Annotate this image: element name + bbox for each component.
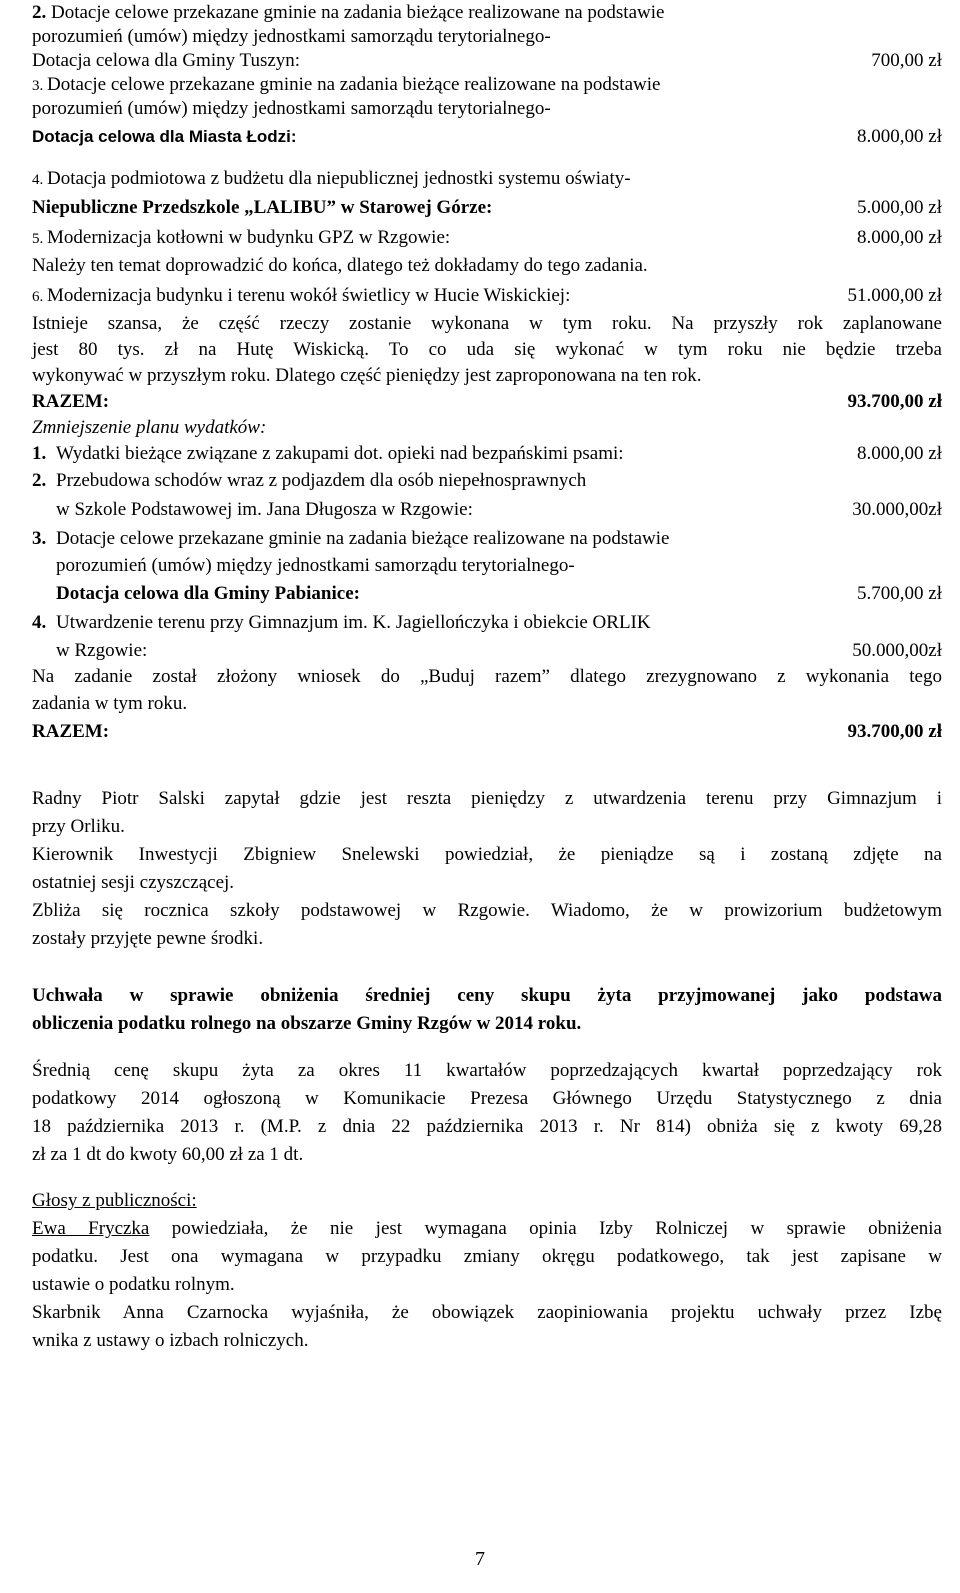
paragraph-line bbox=[0, 814, 960, 840]
paragraph-line bbox=[0, 1142, 960, 1168]
paragraph-line bbox=[0, 898, 960, 924]
item-text: Utwardzenie terenu przy Gimnazjum im. K. Jagiellończyka i obiekcie ORLIK bbox=[56, 612, 651, 633]
item-number: 4. bbox=[32, 612, 47, 633]
total-line bbox=[0, 719, 960, 745]
paragraph-text: Na zadanie został złożony wniosek do „Buduj razem” dlatego zrezygnowano z wykonania tego bbox=[32, 666, 942, 687]
amount: 8.000,00 zł bbox=[857, 126, 942, 147]
amount: 5.000,00 zł bbox=[857, 197, 942, 218]
paragraph-line bbox=[0, 311, 960, 337]
item-text: Dotacja celowa dla Gminy Pabianice: bbox=[56, 583, 360, 604]
resolution-heading: obliczenia podatku rolnego na obszarze Gminy Rzgów w 2014 roku. bbox=[32, 1013, 582, 1034]
reduction-item-3-line-2 bbox=[0, 553, 960, 579]
item-text: Dotacja celowa dla Gminy Tuszyn: bbox=[32, 50, 301, 71]
paragraph-text: Kierownik Inwestycji Zbigniew Snelewski powiedział, że pieniądze są i zostaną zdjęte na bbox=[32, 844, 942, 865]
paragraph-text: ostatniej sesji czyszczącej. bbox=[32, 872, 235, 893]
speaker-name: Ewa Fryczka bbox=[32, 1218, 150, 1239]
reduction-item-2-line-2 bbox=[0, 497, 960, 523]
reduction-item-1 bbox=[0, 441, 960, 467]
amount: 8.000,00 zł bbox=[857, 443, 942, 464]
paragraph-line bbox=[0, 337, 960, 363]
amount: 51.000,00 zł bbox=[847, 285, 942, 306]
item-text: Dotacje celowe przekazane gminie na zadania bieżące realizowane na podstawie bbox=[56, 528, 670, 549]
paragraph-line bbox=[0, 1272, 960, 1298]
paragraph-line bbox=[0, 363, 960, 389]
paragraph-text bbox=[32, 1216, 942, 1242]
resolution-heading-line bbox=[0, 983, 960, 1009]
paragraph-line bbox=[0, 1300, 960, 1326]
item-text: Dotacje celowe przekazane gminie na zadania bieżące realizowane na podstawie bbox=[51, 2, 665, 23]
item-text: w Rzgowie: bbox=[56, 640, 148, 661]
note-text: Należy ten temat doprowadzić do końca, dlatego też dokładamy do tego zadania. bbox=[32, 255, 648, 276]
amount: 700,00 zł bbox=[871, 50, 942, 71]
total-amount: 93.700,00 zł bbox=[847, 721, 942, 742]
amount: 50.000,00zł bbox=[852, 640, 942, 661]
paragraph-text: Radny Piotr Salski zapytał gdzie jest reszta pieniędzy z utwardzenia terenu przy Gimnazjum i bbox=[32, 788, 942, 809]
paragraph-line bbox=[0, 1244, 960, 1270]
item-text: porozumień (umów) między jednostkami samorządu terytorialnego- bbox=[32, 98, 551, 119]
page-number: 7 bbox=[475, 1548, 485, 1570]
item-number: 2. bbox=[32, 2, 51, 23]
item-number: 1. bbox=[32, 443, 47, 464]
item-4-line bbox=[0, 166, 960, 192]
total-amount: 93.700,00 zł bbox=[847, 391, 942, 412]
item-3-line bbox=[0, 72, 960, 98]
item-number: 2. bbox=[32, 470, 47, 491]
item-number: 3. bbox=[32, 78, 47, 94]
item-text: Dotacja podmiotowa z budżetu dla niepublicznej jednostki systemu oświaty- bbox=[47, 168, 631, 189]
paragraph-line bbox=[0, 1216, 960, 1242]
paragraph-text: Zbliża się rocznica szkoły podstawowej w Rzgowie. Wiadomo, że w prowizorium budżetowym bbox=[32, 900, 942, 921]
note-line bbox=[0, 253, 960, 279]
item-text: Niepubliczne Przedszkole „LALIBU” w Starowej Górze: bbox=[32, 197, 493, 218]
paragraph-text: Skarbnik Anna Czarnocka wyjaśniła, że obowiązek zaopiniowania projektu uchwały przez Izbę bbox=[32, 1302, 942, 1323]
item-4-line-2 bbox=[0, 195, 960, 221]
paragraph-text: 18 października 2013 r. (M.P. z dnia 22 października 2013 r. Nr 814) obniża się z kwoty 69,28 bbox=[32, 1116, 942, 1137]
paragraph-text: wykonywać w przyszłym roku. Dlatego część pieniędzy jest zaproponowana na ten rok. bbox=[32, 365, 702, 386]
amount: 5.700,00 zł bbox=[857, 583, 942, 604]
section-heading: Zmniejszenie planu wydatków: bbox=[32, 417, 267, 438]
item-text: porozumień (umów) między jednostkami samorządu terytorialnego- bbox=[56, 555, 575, 576]
resolution-heading: Uchwała w sprawie obniżenia średniej ceny skupu żyta przyjmowanej jako podstawa bbox=[32, 985, 942, 1006]
paragraph-line bbox=[0, 842, 960, 868]
item-text: Modernizacja budynku i terenu wokół świetlicy w Hucie Wiskickiej: bbox=[47, 285, 571, 306]
item-2-line-2 bbox=[0, 24, 960, 50]
paragraph-line bbox=[0, 926, 960, 952]
paragraph-line bbox=[0, 1328, 960, 1354]
paragraph-line bbox=[0, 691, 960, 717]
paragraph-text-rest: powiedziała, że nie jest wymagana opinia Izby Rolniczej w sprawie obniżenia bbox=[149, 1218, 942, 1239]
paragraph-line bbox=[0, 1086, 960, 1112]
total-label: RAZEM: bbox=[32, 391, 110, 412]
item-text: Modernizacja kotłowni w budynku GPZ w Rzgowie: bbox=[47, 227, 451, 248]
item-2-line bbox=[0, 0, 960, 26]
item-3-line-3 bbox=[0, 124, 960, 150]
section-heading-line bbox=[0, 415, 960, 441]
paragraph-text: zł za 1 dt do kwoty 60,00 zł za 1 dt. bbox=[32, 1144, 304, 1165]
amount: 30.000,00zł bbox=[852, 499, 942, 520]
amount: 8.000,00 zł bbox=[857, 227, 942, 248]
paragraph-text: zadania w tym roku. bbox=[32, 693, 188, 714]
paragraph-text: ustawie o podatku rolnym. bbox=[32, 1274, 235, 1295]
total-line bbox=[0, 389, 960, 415]
paragraph-text: wnika z ustawy o izbach rolniczych. bbox=[32, 1330, 309, 1351]
reduction-item-4-line-2 bbox=[0, 638, 960, 664]
paragraph-line bbox=[0, 664, 960, 690]
item-text: Wydatki bieżące związane z zakupami dot. opieki nad bezpańskimi psami: bbox=[56, 443, 624, 464]
resolution-heading-line-2 bbox=[0, 1011, 960, 1037]
paragraph-text: Średnią cenę skupu żyta za okres 11 kwartałów poprzedzających kwartał poprzedzający rok bbox=[32, 1060, 942, 1081]
public-voices-heading-line bbox=[0, 1188, 960, 1214]
item-text: Dotacja celowa dla Miasta Łodzi: bbox=[32, 127, 297, 146]
item-number: 3. bbox=[32, 528, 47, 549]
reduction-item-3 bbox=[0, 526, 960, 552]
item-number: 5. bbox=[32, 231, 47, 247]
paragraph-text: przy Orliku. bbox=[32, 816, 125, 837]
item-text: w Szkole Podstawowej im. Jana Długosza w Rzgowie: bbox=[56, 499, 473, 520]
reduction-item-2 bbox=[0, 468, 960, 494]
item-number: 6. bbox=[32, 289, 47, 305]
paragraph-line bbox=[0, 1114, 960, 1140]
paragraph-text: zostały przyjęte pewne środki. bbox=[32, 928, 264, 949]
paragraph-text: podatku. Jest ona wymagana w przypadku zmiany okręgu podatkowego, tak jest zapisane w bbox=[32, 1246, 942, 1267]
paragraph-text: Istnieje szansa, że część rzeczy zostanie wykonana w tym roku. Na przyszły rok zaplanowane bbox=[32, 313, 942, 334]
item-text: Dotacje celowe przekazane gminie na zadania bieżące realizowane na podstawie bbox=[47, 74, 661, 95]
item-text: porozumień (umów) między jednostkami samorządu terytorialnego- bbox=[32, 26, 551, 47]
item-text: Przebudowa schodów wraz z podjazdem dla osób niepełnosprawnych bbox=[56, 470, 587, 491]
paragraph-line bbox=[0, 786, 960, 812]
item-3-line-2 bbox=[0, 96, 960, 122]
item-6-line bbox=[0, 283, 960, 309]
paragraph-text: jest 80 tys. zł na Hutę Wiskicką. To co uda się wykonać w tym roku nie będzie trzeba bbox=[32, 339, 942, 360]
reduction-item-3-line-3 bbox=[0, 581, 960, 607]
paragraph-text: podatkowy 2014 ogłoszoną w Komunikacie Prezesa Głównego Urzędu Statystycznego z dnia bbox=[32, 1088, 942, 1109]
reduction-item-4 bbox=[0, 610, 960, 636]
paragraph-line bbox=[0, 1058, 960, 1084]
item-2-line-3 bbox=[0, 48, 960, 74]
item-5-line bbox=[0, 225, 960, 251]
public-voices-heading: Głosy z publiczności: bbox=[32, 1190, 197, 1211]
item-number: 4. bbox=[32, 172, 47, 188]
paragraph-line bbox=[0, 870, 960, 896]
total-label: RAZEM: bbox=[32, 721, 110, 742]
